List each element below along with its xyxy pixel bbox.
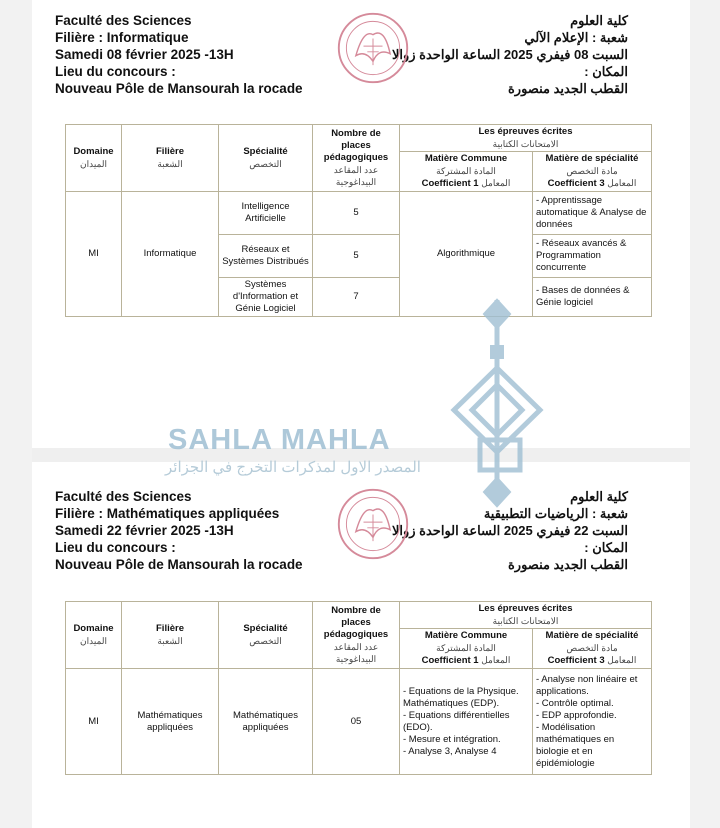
university-seal-icon	[335, 486, 411, 562]
cell-matiere-commune: Algorithmique	[400, 192, 533, 317]
header-places: Nombre de places pédagogiques عدد المقاعد البيداغوجية	[313, 602, 400, 669]
cell-matiere-commune	[400, 669, 533, 775]
cell-specialite: Systèmes d'Information et Génie Logiciel	[219, 278, 313, 317]
cell-specialite: Réseaux et Systèmes Distribués	[219, 235, 313, 278]
cell-specialite: Mathématiques appliquées	[219, 669, 313, 775]
cell-matiere-specialite: - Réseaux avancés & Programmation concurrente	[533, 235, 652, 278]
table-row	[66, 669, 652, 775]
header-epreuves: Les épreuves écrites الامتحانات الكتابية	[400, 602, 652, 629]
list-item: - EDP approfondie.	[536, 709, 617, 721]
list-item: - Contrôle optimal.	[536, 697, 614, 709]
header-epreuves: Les épreuves écrites الامتحانات الكتابية	[400, 125, 652, 152]
cell-matiere-specialite	[533, 669, 652, 775]
concours-table-2	[65, 601, 652, 775]
watermark-title: SAHLA MAHLA	[168, 424, 391, 456]
cell-matiere-specialite: - Apprentissage automatique & Analyse de données	[533, 192, 652, 235]
header-domaine: Domaine الميدان	[66, 602, 122, 669]
watermark-subtitle: المصدر الاول لمذكرات التخرج في الجزائر	[165, 459, 421, 476]
date-fr: Samedi 08 février 2025 -13H	[55, 47, 234, 62]
list-item: - Analyse non linéaire et applications.	[536, 673, 638, 697]
list-item: - Analyse 3, Analyse 4	[403, 745, 497, 757]
lieu-ar: القطب الجديد منصورة	[508, 81, 628, 96]
cell-filiere: Mathématiques appliquées	[122, 669, 219, 775]
cell-domaine: MI	[66, 192, 122, 317]
header-filiere: Filière الشعبة	[122, 602, 219, 669]
list-item: - Modélisation mathématiques en biologie et en épidémiologie	[536, 721, 615, 769]
date-ar: السبت 08 فيفري 2025 الساعة الواحدة زوالا	[391, 47, 628, 62]
cell-domaine: MI	[66, 669, 122, 775]
list-item: - Equations de la Physique. Mathématiques (EDP).	[403, 685, 519, 709]
list-item: - Mesure et intégration.	[403, 733, 501, 745]
concours-table-1	[65, 124, 652, 317]
filiere-fr: Filière : Informatique	[55, 30, 189, 45]
faculty-fr: Faculté des Sciences	[55, 489, 192, 504]
university-seal-icon	[335, 10, 411, 86]
date-fr: Samedi 22 février 2025 -13H	[55, 523, 234, 538]
lieu-label-ar: المكان :	[584, 64, 628, 79]
header-commune: Matière Commune المادة المشتركة Coefficient 1 المعامل	[400, 152, 533, 192]
filiere-ar: شعبة : الرياضيات التطبيقية	[483, 506, 628, 521]
faculty-ar: كلية العلوم	[570, 489, 628, 504]
filiere-fr: Filière : Mathématiques appliquées	[55, 506, 280, 521]
header-specialite: Spécialité التخصص	[219, 125, 313, 192]
cell-places: 7	[313, 278, 400, 317]
lieu-label-fr: Lieu du concours :	[55, 64, 176, 79]
cell-matiere-specialite: - Bases de données & Génie logiciel	[533, 278, 652, 317]
header-left-1	[55, 12, 303, 97]
lieu-ar: القطب الجديد منصورة	[508, 557, 628, 572]
header-right-2	[392, 488, 628, 573]
cell-places: 5	[313, 192, 400, 235]
header-filiere: Filière الشعبة	[122, 125, 219, 192]
header-right-1	[392, 12, 628, 97]
cell-places: 05	[313, 669, 400, 775]
header-specialite: Spécialité التخصص	[219, 602, 313, 669]
cell-specialite: Intelligence Artificielle	[219, 192, 313, 235]
faculty-ar: كلية العلوم	[570, 13, 628, 28]
header-commune: Matière Commune المادة المشتركة Coefficient 1 المعامل	[400, 629, 533, 669]
table-row	[66, 192, 652, 235]
header-left-2	[55, 488, 303, 573]
header-places: Nombre de places pédagogiques عدد المقاعد البيداغوجية	[313, 125, 400, 192]
list-item: - Equations différentielles (EDO).	[403, 709, 510, 733]
header-specialite-matiere: Matière de spécialité مادة التخصص Coefficient 3 المعامل	[533, 152, 652, 192]
lieu-fr: Nouveau Pôle de Mansourah la rocade	[55, 557, 303, 572]
date-ar: السبت 22 فيفري 2025 الساعة الواحدة زوالا	[391, 523, 628, 538]
filiere-ar: شعبة : الإعلام الآلي	[524, 30, 628, 45]
lieu-fr: Nouveau Pôle de Mansourah la rocade	[55, 81, 303, 96]
faculty-fr: Faculté des Sciences	[55, 13, 192, 28]
cell-places: 5	[313, 235, 400, 278]
header-domaine: Domaine الميدان	[66, 125, 122, 192]
lieu-label-ar: المكان :	[584, 540, 628, 555]
cell-filiere: Informatique	[122, 192, 219, 317]
lieu-label-fr: Lieu du concours :	[55, 540, 176, 555]
header-specialite-matiere: Matière de spécialité مادة التخصص Coefficient 3 المعامل	[533, 629, 652, 669]
